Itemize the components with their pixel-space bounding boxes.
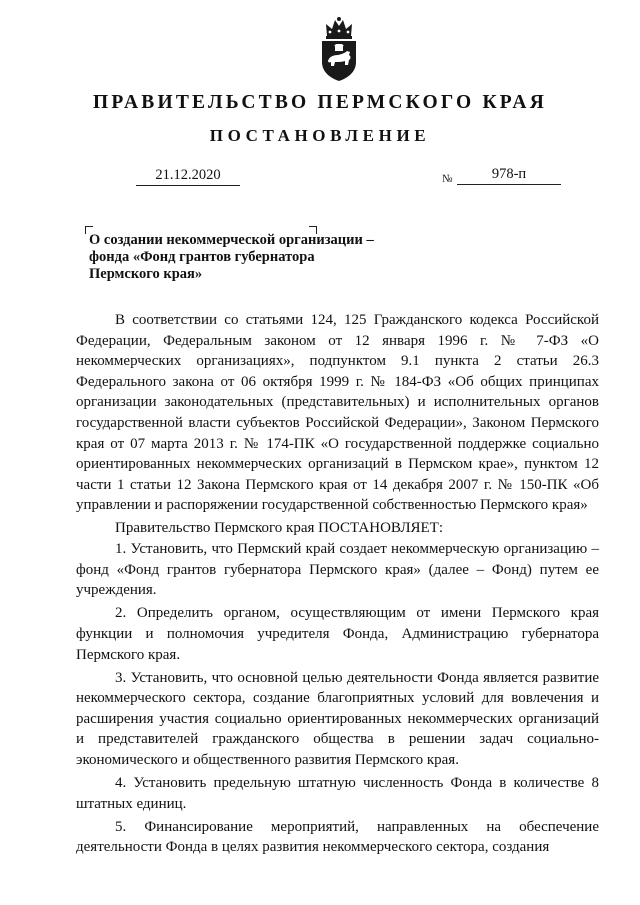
decree-item-5: 5. Финансирование мероприятий, направленных на обеспечение деятельности Фонда в целях развития некоммерческого сектора, создания: [76, 818, 599, 856]
document-subject: [89, 232, 409, 283]
document-body: [76, 310, 599, 858]
document-type-title: ПОСТАНОВЛЕНИЕ: [209, 126, 431, 145]
decree-item-2: 2. Определить органом, осуществляющим от имени Пермского края функции и полномочия учредителя Фонда, Администрацию губернатора Пермского края.: [76, 605, 599, 663]
perm-krai-coat-of-arms-icon: [318, 16, 360, 82]
document-date: 21.12.2020: [136, 167, 240, 186]
subject-line: О создании некоммерческой организации –: [89, 232, 374, 248]
government-title: ПРАВИТЕЛЬСТВО ПЕРМСКОГО КРАЯ: [93, 92, 547, 113]
decree-item-1: 1. Установить, что Пермский край создает некоммерческую организацию – фонд «Фонд грантов губернатора Пермского края» (далее – Фонд) путем ее учреждения.: [76, 541, 599, 599]
document-number: 978-п: [457, 166, 561, 185]
decree-item-3: 3. Установить, что основной целью деятельности Фонда является развитие некоммерческого сектора, создание благоприятных условий для вовлечения и расширения участия социально ориентированных некоммерческих организаций и представителей гражданского общества в решении задач социально-экономического и общественного развития Пермского края.: [76, 669, 599, 768]
number-label: №: [442, 173, 453, 185]
decree-item-4: 4. Установить предельную штатную численность Фонда в количестве 8 штатных единиц.: [76, 775, 599, 812]
resolution-statement: Правительство Пермского края ПОСТАНОВЛЯЕТ:: [115, 520, 444, 537]
preamble-paragraph: В соответствии со статьями 124, 125 Гражданского кодекса Российской Федерации, Федеральным законом от 12 января 1996 г. № 7-ФЗ «О некоммерческих организациях», подпунктом 9.1 пункта 2 статьи 26.3 Федерального закона от 06 октября 1999 г. № 184-ФЗ «Об общих принципах организации законодательных (представительных) и исполнительных органов государственной власти субъектов Российской Федерации», Законом Пермского края от 07 марта 2013 г. № 174-ПК «О государственной поддержке социально ориентированных некоммерческих организаций в Пермском крае», пунктом 12 части 1 статьи 12 Закона Пермского края от 14 декабря 2007 г. № 150-ПК «Об управлении и распоряжении государственной собственностью Пермского края»: [76, 312, 599, 514]
subject-line: фонда «Фонд грантов губернатора: [89, 249, 315, 265]
subject-line: Пермского края»: [89, 266, 203, 282]
